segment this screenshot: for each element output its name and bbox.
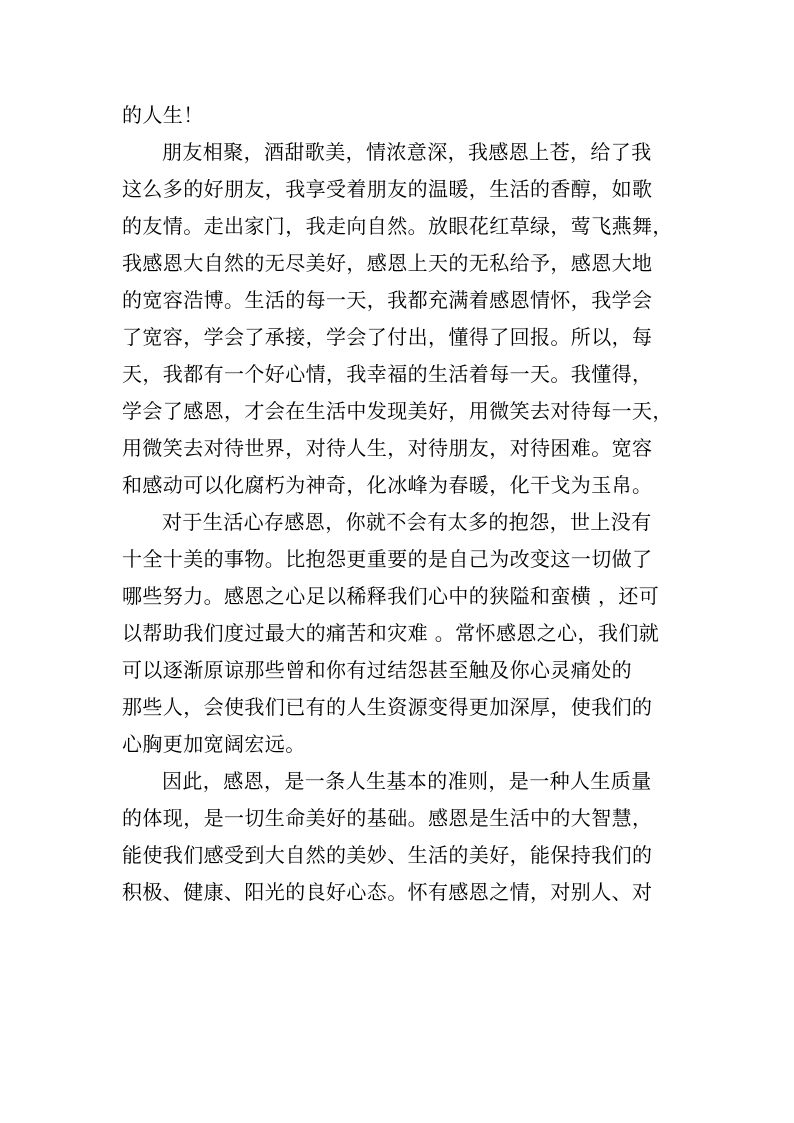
text-line: 十全十美的事物。比抱怨更重要的是自己为改变这一切做了 bbox=[122, 547, 653, 571]
text-line: 这么多的好朋友，我享受着朋友的温暖，生活的香醇，如歌 bbox=[122, 177, 653, 201]
text-line: 了宽容，学会了承接，学会了付出，懂得了回报。所以，每 bbox=[122, 325, 653, 349]
text-line: 心胸更加宽阔宏远。 bbox=[122, 732, 306, 756]
paragraph-first-line: 对于生活心存感恩，你就不会有太多的抱怨，世上没有 bbox=[162, 510, 652, 534]
text-line: 和感动可以化腐朽为神奇，化冰峰为春暖，化干戈为玉帛。 bbox=[122, 473, 653, 497]
text-line: 用微笑去对待世界，对待人生，对待朋友，对待困难。宽容 bbox=[122, 436, 653, 460]
text-line: 可以逐渐原谅那些曾和你有过结怨甚至触及你心灵痛处的 bbox=[122, 658, 632, 682]
text-line: 的人生！ bbox=[122, 103, 204, 127]
text-line: 能使我们感受到大自然的美妙、生活的美好，能保持我们的 bbox=[122, 843, 653, 867]
text-line: 的宽容浩博。生活的每一天，我都充满着感恩情怀，我学会 bbox=[122, 288, 653, 312]
text-line: 的体现，是一切生命美好的基础。感恩是生活中的大智慧， bbox=[122, 806, 653, 830]
text-line: 我感恩大自然的无尽美好，感恩上天的无私给予，感恩大地 bbox=[122, 251, 653, 275]
paragraph-first-line: 朋友相聚，酒甜歌美，情浓意深，我感恩上苍，给了我 bbox=[162, 140, 652, 164]
paragraph-first-line: 因此，感恩，是一条人生基本的准则，是一种人生质量 bbox=[162, 769, 652, 793]
text-line: 天，我都有一个好心情，我幸福的生活着每一天。我懂得， bbox=[122, 362, 653, 386]
text-line: 积极、健康、阳光的良好心态。怀有感恩之情，对别人、对 bbox=[122, 880, 653, 904]
text-line: 哪些努力。感恩之心足以稀释我们心中的狭隘和蛮横 ，还可 bbox=[122, 584, 660, 608]
text-line: 那些人，会使我们已有的人生资源变得更加深厚，使我们的 bbox=[122, 695, 653, 719]
text-line: 的友情。走出家门，我走向自然。放眼花红草绿，莺飞燕舞， bbox=[122, 214, 673, 238]
text-line: 学会了感恩，才会在生活中发现美好，用微笑去对待每一天， bbox=[122, 399, 673, 423]
body-text bbox=[122, 97, 697, 911]
text-line: 以帮助我们度过最大的痛苦和灾难 。常怀感恩之心，我们就 bbox=[122, 621, 660, 645]
